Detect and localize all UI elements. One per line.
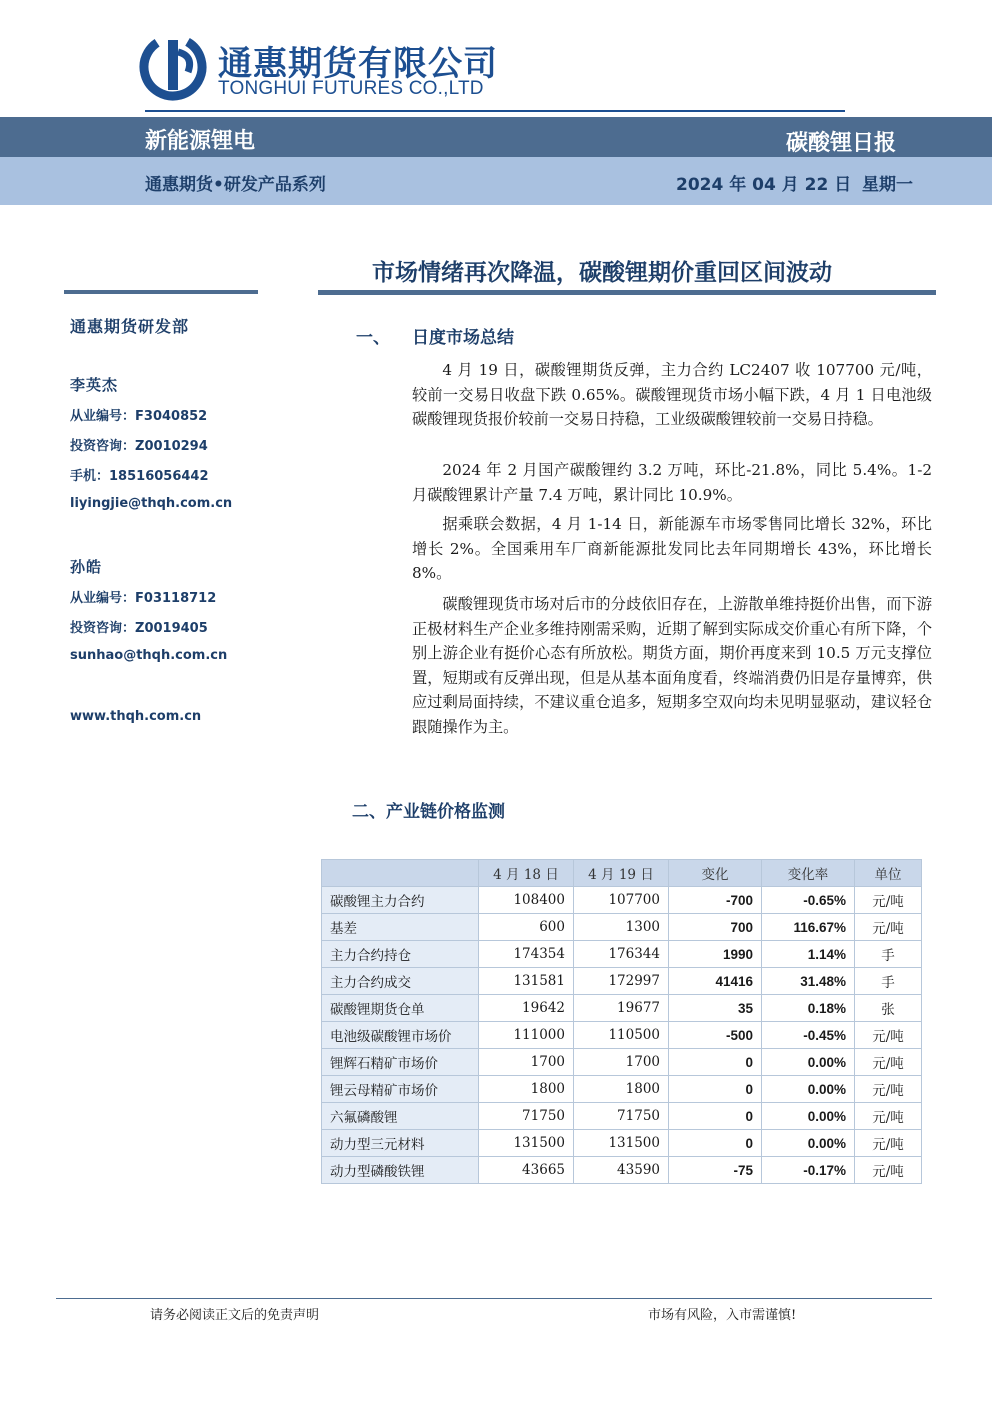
table-row <box>322 887 922 914</box>
cell-value-apr18: 131500 <box>479 1130 574 1157</box>
cell-change: 700 <box>669 914 762 941</box>
cell-unit: 元/吨 <box>855 914 922 941</box>
cell-change-rate: 1.14% <box>762 941 855 968</box>
table-row <box>322 914 922 941</box>
cell-change: 0 <box>669 1049 762 1076</box>
analyst-email[interactable]: liyingjie@thqh.com.cn <box>70 496 233 511</box>
cell-value-apr19: 107700 <box>574 887 669 914</box>
cell-value-apr18: 174354 <box>479 941 574 968</box>
cell-value-apr19: 71750 <box>574 1103 669 1130</box>
cell-value-apr18: 71750 <box>479 1103 574 1130</box>
cell-unit: 元/吨 <box>855 1130 922 1157</box>
table-header: 4 月 18 日 <box>479 860 574 887</box>
cell-value-apr19: 176344 <box>574 941 669 968</box>
cell-value-apr18: 131581 <box>479 968 574 995</box>
table-header <box>322 860 479 887</box>
section2-title: 二、产业链价格监测 <box>352 802 505 822</box>
table-row <box>322 1049 922 1076</box>
cell-change: 0 <box>669 1103 762 1130</box>
company-name-en: TONGHUI FUTURES CO.,LTD <box>218 78 484 99</box>
analyst-email[interactable]: sunhao@thqh.com.cn <box>70 648 228 663</box>
cell-change-rate: 0.18% <box>762 995 855 1022</box>
summary-paragraph: 4 月 19 日，碳酸锂期货反弹，主力合约 LC2407 收 107700 元/吨，较前一交易日收盘下跌 0.65%。碳酸锂现货市场小幅下跌，4 月 1 日电池级碳酸锂现货报价较前一交易日持稳，工业级碳酸锂较前一交易日持稳。 <box>412 361 932 428</box>
sector-label: 新能源锂电 <box>145 129 256 154</box>
analyst-consult: 投资咨询：Z0019405 <box>70 621 208 636</box>
research-dept: 通惠期货研发部 <box>70 317 190 336</box>
cell-change-rate: 0.00% <box>762 1103 855 1130</box>
cell-row-label: 基差 <box>322 914 479 941</box>
cell-row-label: 电池级碳酸锂市场价 <box>322 1022 479 1049</box>
cell-change-rate: 116.67% <box>762 914 855 941</box>
cell-row-label: 碳酸锂期货仓单 <box>322 995 479 1022</box>
title-divider <box>318 290 936 295</box>
table-row <box>322 995 922 1022</box>
cell-change: -75 <box>669 1157 762 1184</box>
summary-paragraph: 据乘联会数据，4 月 1-14 日，新能源车市场零售同比增长 32%，环比增长 2%。全国乘用车厂商新能源批发同比去年同期增长 43%，环比增长 8%。 <box>412 515 932 582</box>
cell-value-apr19: 110500 <box>574 1022 669 1049</box>
summary-paragraph: 碳酸锂现货市场对后市的分歧依旧存在，上游散单维持挺价出售，而下游正极材料生产企业多维持刚需采购，近期了解到实际成交价重心有所下降，个别上游企业有挺价心态有所放松。期货方面，期价再度来到 10.5 万元支撑位置，短期或有反弹出现，但是从基本面角度看，终端消费仍旧是存量博弈，供应过剩局面持续，不建议重仓追多，短期多空双向均未见明显驱动，建议轻仓跟随操作为主。 <box>412 595 932 736</box>
series-label: 通惠期货•研发产品系列 <box>145 175 326 195</box>
report-type-label: 碳酸锂日报 <box>785 131 896 156</box>
summary-paragraph: 2024 年 2 月国产碳酸锂约 3.2 万吨，环比-21.8%，同比 5.4%。1-2 月碳酸锂累计产量 7.4 万吨，累计同比 10.9%。 <box>412 461 932 504</box>
sidebar-divider <box>64 290 258 294</box>
cell-value-apr18: 1700 <box>479 1049 574 1076</box>
section1-title: 日度市场总结 <box>412 328 514 348</box>
table-header: 4 月 19 日 <box>574 860 669 887</box>
cell-change-rate: 0.00% <box>762 1049 855 1076</box>
header-divider <box>145 110 845 112</box>
analyst-license: 从业编号：F3040852 <box>70 409 208 424</box>
risk-warning: 市场有风险，入市需谨慎! <box>648 1308 797 1323</box>
cell-change: 41416 <box>669 968 762 995</box>
cell-change: 1990 <box>669 941 762 968</box>
cell-value-apr18: 43665 <box>479 1157 574 1184</box>
analyst-consult: 投资咨询：Z0010294 <box>70 439 208 454</box>
cell-row-label: 动力型三元材料 <box>322 1130 479 1157</box>
website-link[interactable]: www.thqh.com.cn <box>70 709 202 724</box>
cell-change-rate: 0.00% <box>762 1076 855 1103</box>
cell-change-rate: 31.48% <box>762 968 855 995</box>
cell-unit: 元/吨 <box>855 1022 922 1049</box>
table-header: 单位 <box>855 860 922 887</box>
cell-unit: 元/吨 <box>855 887 922 914</box>
cell-value-apr18: 108400 <box>479 887 574 914</box>
table-header: 变化率 <box>762 860 855 887</box>
cell-value-apr18: 19642 <box>479 995 574 1022</box>
cell-change: 0 <box>669 1130 762 1157</box>
report-date: 2024 年 04 月 22 日 <box>676 175 852 195</box>
cell-value-apr19: 43590 <box>574 1157 669 1184</box>
cell-unit: 张 <box>855 995 922 1022</box>
disclaimer-note: 请务必阅读正文后的免责声明 <box>150 1308 320 1323</box>
report-weekday: 星期一 <box>862 175 913 195</box>
cell-unit: 元/吨 <box>855 1157 922 1184</box>
cell-change-rate: -0.65% <box>762 887 855 914</box>
cell-change-rate: -0.17% <box>762 1157 855 1184</box>
cell-value-apr19: 1300 <box>574 914 669 941</box>
analyst-phone: 手机：18516056442 <box>70 469 209 484</box>
section1-number: 一、 <box>356 328 390 348</box>
cell-change-rate: 0.00% <box>762 1130 855 1157</box>
cell-change-rate: -0.45% <box>762 1022 855 1049</box>
cell-value-apr19: 172997 <box>574 968 669 995</box>
cell-change: 0 <box>669 1076 762 1103</box>
cell-value-apr19: 131500 <box>574 1130 669 1157</box>
cell-change: 35 <box>669 995 762 1022</box>
cell-value-apr19: 1700 <box>574 1049 669 1076</box>
table-row <box>322 1103 922 1130</box>
cell-row-label: 锂云母精矿市场价 <box>322 1076 479 1103</box>
footer-divider <box>56 1298 932 1299</box>
cell-row-label: 动力型磷酸铁锂 <box>322 1157 479 1184</box>
cell-value-apr18: 600 <box>479 914 574 941</box>
table-row <box>322 1076 922 1103</box>
company-name-cn: 通惠期货有限公司 <box>218 44 498 84</box>
cell-unit: 元/吨 <box>855 1049 922 1076</box>
table-header: 变化 <box>669 860 762 887</box>
table-header-row <box>322 860 922 887</box>
cell-row-label: 主力合约持仓 <box>322 941 479 968</box>
cell-unit: 元/吨 <box>855 1103 922 1130</box>
cell-change: -700 <box>669 887 762 914</box>
cell-value-apr18: 1800 <box>479 1076 574 1103</box>
cell-row-label: 六氟磷酸锂 <box>322 1103 479 1130</box>
table-row <box>322 1157 922 1184</box>
cell-unit: 手 <box>855 968 922 995</box>
cell-value-apr18: 111000 <box>479 1022 574 1049</box>
cell-value-apr19: 19677 <box>574 995 669 1022</box>
analyst-name: 李英杰 <box>70 376 119 394</box>
tonghui-logo-icon <box>138 32 208 102</box>
cell-value-apr19: 1800 <box>574 1076 669 1103</box>
table-row <box>322 941 922 968</box>
cell-row-label: 锂辉石精矿市场价 <box>322 1049 479 1076</box>
cell-row-label: 碳酸锂主力合约 <box>322 887 479 914</box>
table-row <box>322 968 922 995</box>
price-monitor-table <box>321 859 922 1184</box>
cell-row-label: 主力合约成交 <box>322 968 479 995</box>
analyst-license: 从业编号：F03118712 <box>70 591 217 606</box>
report-title: 市场情绪再次降温，碳酸锂期价重回区间波动 <box>372 260 832 286</box>
analyst-name: 孙皓 <box>70 558 103 576</box>
cell-change: -500 <box>669 1022 762 1049</box>
table-row <box>322 1130 922 1157</box>
cell-unit: 元/吨 <box>855 1076 922 1103</box>
cell-unit: 手 <box>855 941 922 968</box>
table-row <box>322 1022 922 1049</box>
